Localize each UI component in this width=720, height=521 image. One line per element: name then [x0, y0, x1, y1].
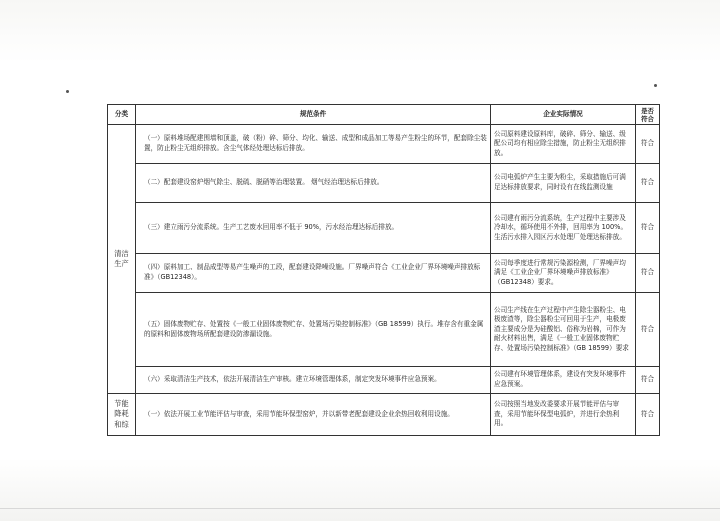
table-row: [108, 125, 660, 164]
actual-cell: 公司建有环境管理体系，建设有突发环境事件应急预案。: [491, 367, 636, 394]
conform-cell: 符合: [636, 394, 660, 436]
table-row: [108, 367, 660, 394]
actual-cell: 公司每季度进行常规污染源检测，厂界噪声均满足《工业企业厂界环境噪声排放标准》（GB12348）要求。: [491, 254, 636, 293]
requirement-cell: （三）建立雨污分流系统。生产工艺废水回用率不低于 90%，污水经治理达标后排放。: [136, 203, 491, 254]
actual-cell: 公司原料建设原料库，破碎、筛分、输送、级配公司均有相应除尘措施，防止粉尘无组织排放。: [491, 125, 636, 164]
table-row: [108, 164, 660, 203]
conform-cell: 符合: [636, 293, 660, 367]
header-category: 分类: [108, 105, 136, 125]
actual-cell: 公司按照当地发改委要求开展节能评估与审查，采用节能环保型电弧炉，并进行余热利用。: [491, 394, 636, 436]
requirement-cell: （一）依法开展工业节能评估与审查，采用节能环保型窑炉，并以新带老配套建设企业余热回收利用设施。: [136, 394, 491, 436]
header-actual: 企业实际情况: [491, 105, 636, 125]
requirement-cell: （一）原料堆场配建围墙和顶盖，破（粉）碎、筛分、均化、输送、成型和成品加工等易产生粉尘的环节，配套除尘装置，防止粉尘无组织排放。含尘气体经处理达标后排放。: [136, 125, 491, 164]
conform-cell: 符合: [636, 367, 660, 394]
header-conform: [636, 105, 660, 125]
scan-dot: [66, 90, 69, 93]
header-requirement: 规范条件: [136, 105, 491, 125]
table-row: [108, 293, 660, 367]
category-label: 清洁 生产: [114, 248, 129, 268]
conform-cell: 符合: [636, 164, 660, 203]
compliance-table: [107, 104, 660, 436]
requirement-cell: （六）采取清洁生产技术，依法开展清洁生产审核。建立环境管理体系，制定突发环境事件应急预案。: [136, 367, 491, 394]
table-row: [108, 254, 660, 293]
table-row: [108, 394, 660, 436]
requirement-cell: （五）固体废物贮存、处置按《一般工业固体废物贮存、处置场污染控制标准》（GB 18599）执行。堆存含有重金属的原料和固体废物场所配套建设防渗漏设施。: [136, 293, 491, 367]
requirement-cell: （四）原料加工、制品成型等易产生噪声的工段，配套建设降噪设施。厂界噪声符合《工业企业厂界环境噪声排放标准》（GB12348）。: [136, 254, 491, 293]
scan-dot: [654, 84, 657, 87]
requirement-cell: （二）配套建设窑炉烟气除尘、脱硫、脱硝等治理装置。 烟气经治理达标后排放。: [136, 164, 491, 203]
actual-cell: 公司生产线在生产过程中产生除尘器粉尘、电极废渣等，除尘器粉尘可回用于生产，电极废渣主要成分是为硅酸铝、俗称为岩棉，可作为耐火材料出售，满足《一般工业固体废物贮存、处置场污染控制标准》（GB 18599）要求: [491, 293, 636, 367]
table-row: [108, 203, 660, 254]
category-cell-clean-production: [108, 125, 136, 394]
actual-cell: 公司电弧炉产生主要为粉尘，采取措施后可满足达标排放要求，同时设有在线监测设施: [491, 164, 636, 203]
category-cell-energy: [108, 394, 136, 436]
actual-cell: 公司建有雨污分流系统，生产过程中主要涉及冷却水，循环使用不外排，回用率为 100%。生活污水排入园区污水处理厂处理达标排放。: [491, 203, 636, 254]
conform-cell: 符合: [636, 203, 660, 254]
conform-cell: 符合: [636, 125, 660, 164]
header-conform-text: 是否 符合: [641, 106, 654, 123]
conform-cell: 符合: [636, 254, 660, 293]
table-header-row: [108, 105, 660, 125]
scan-edge-line: [0, 508, 720, 509]
category-label: 节能 降耗 和综: [114, 398, 129, 429]
